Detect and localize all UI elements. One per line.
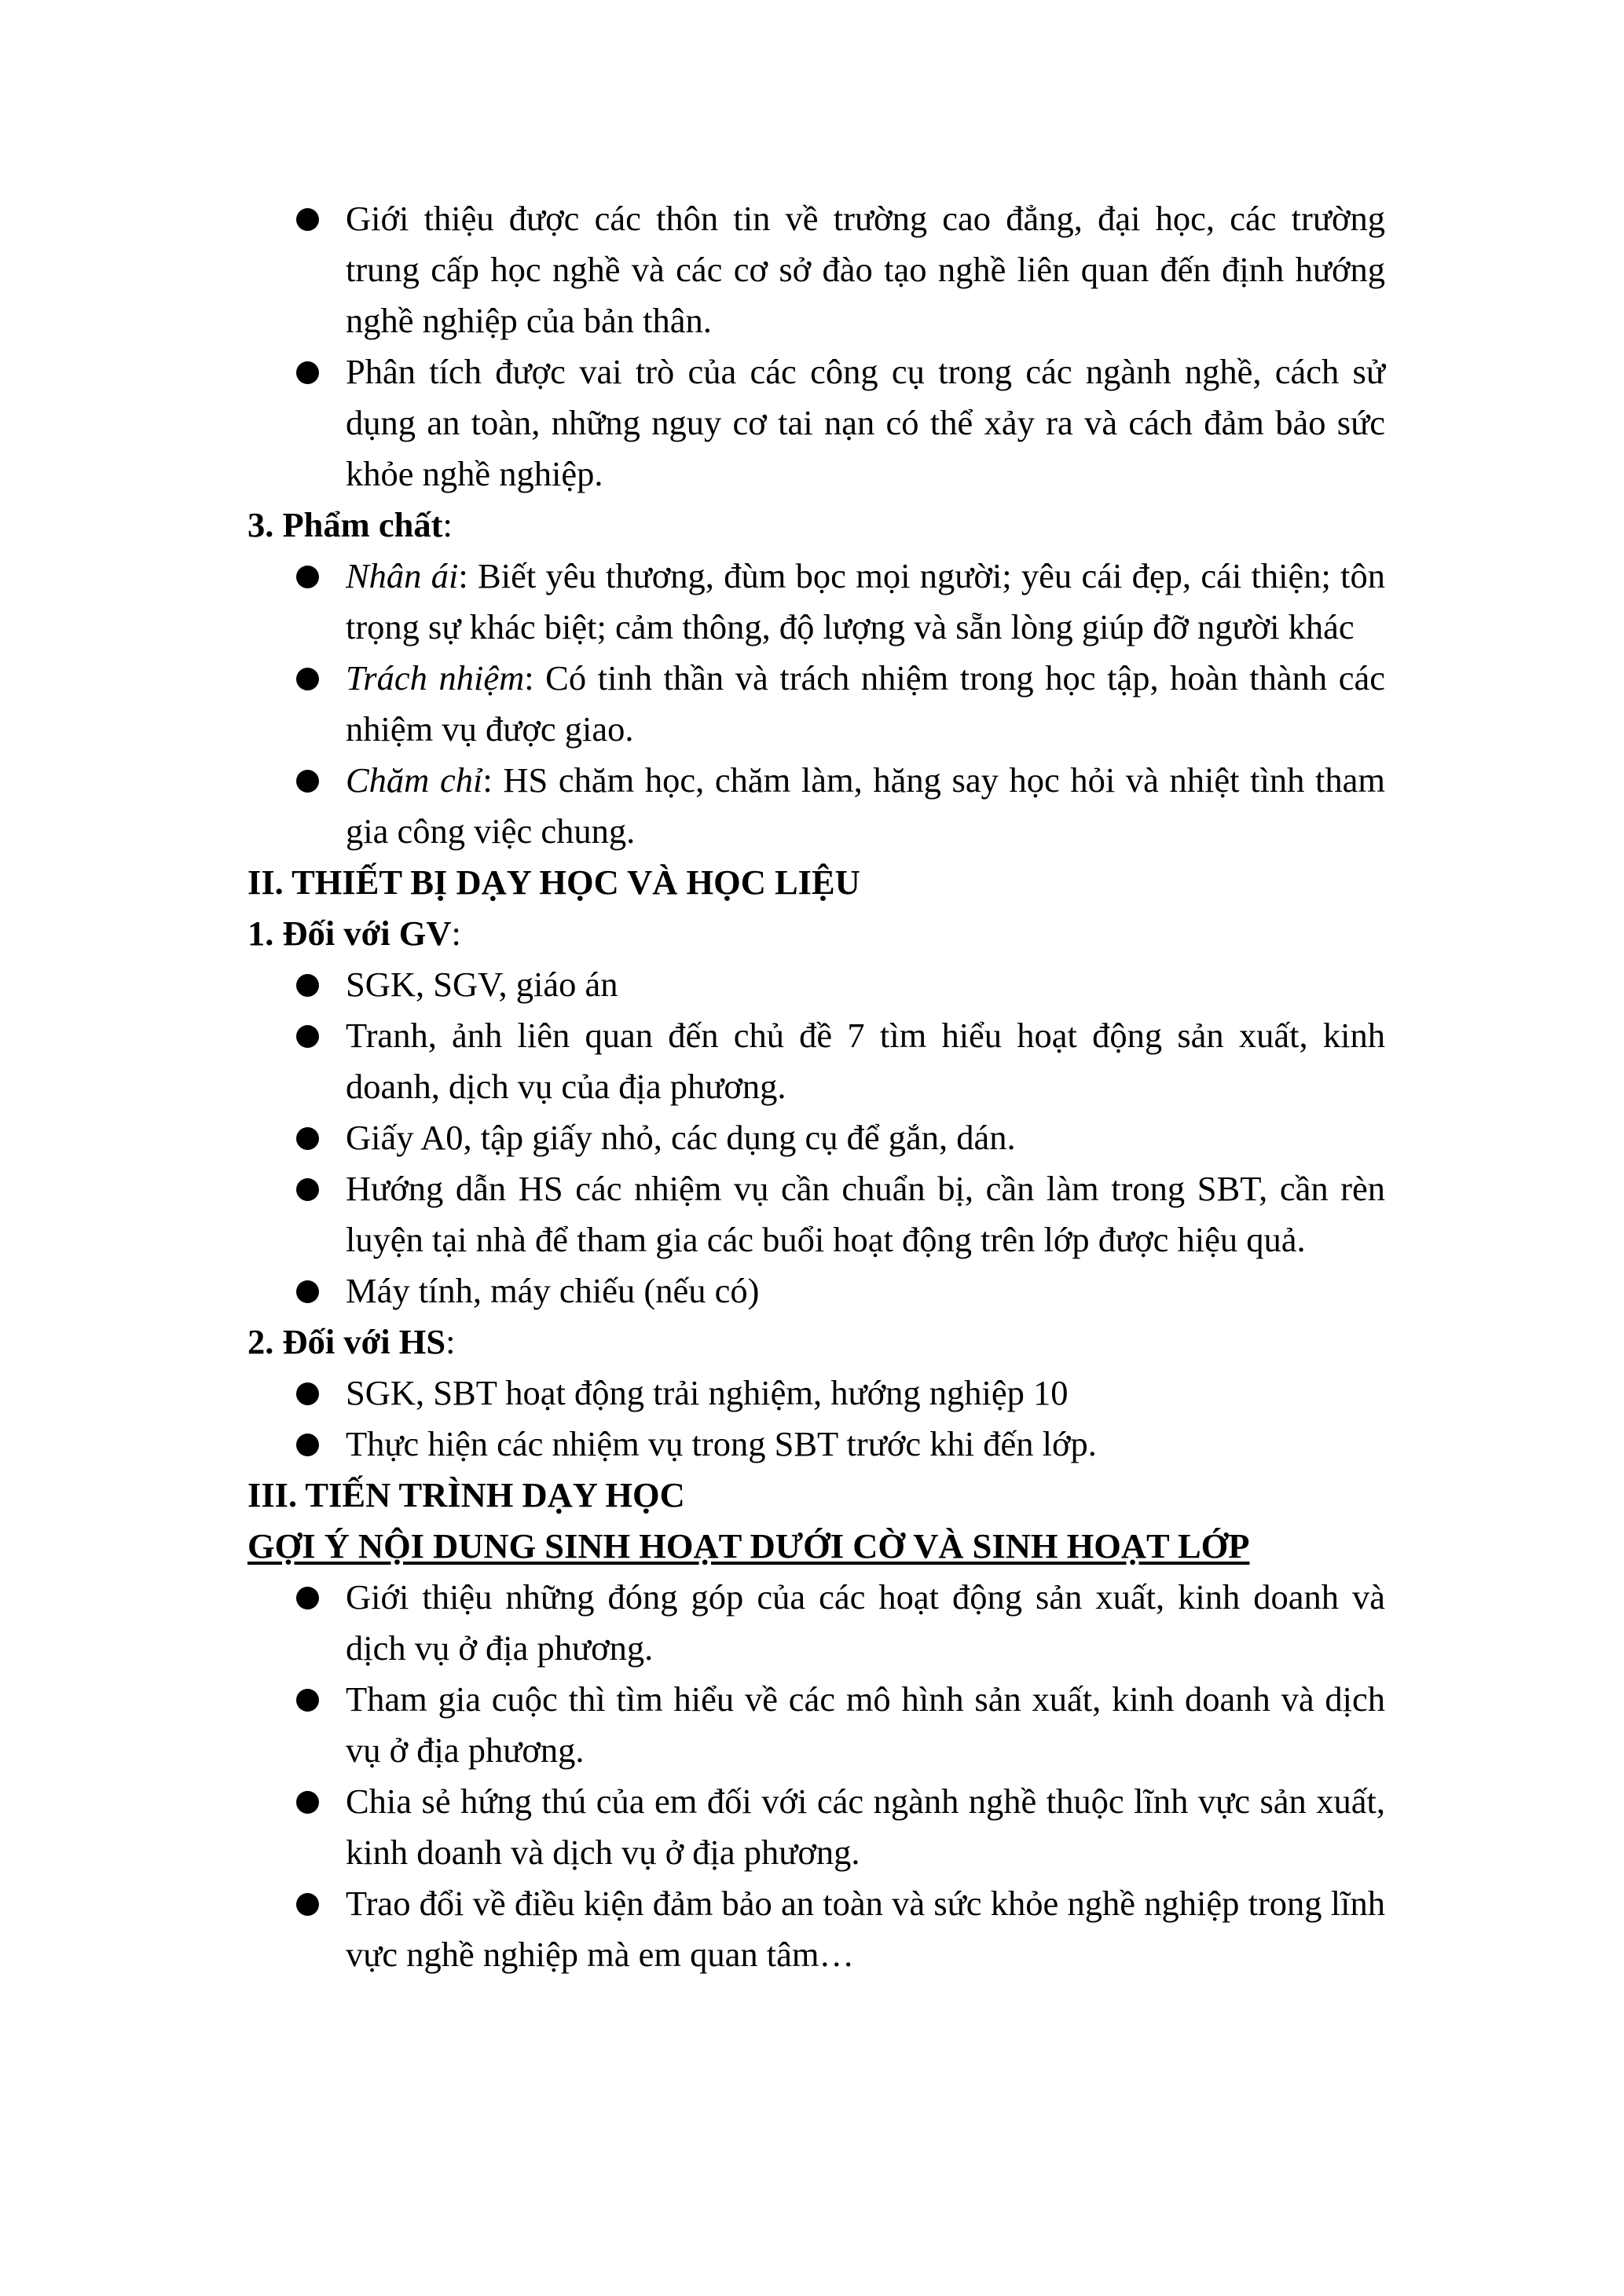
list-item: Chăm chỉ: HS chăm học, chăm làm, hăng say học hỏi và nhiệt tình tham gia công việc chung. xyxy=(247,755,1385,857)
bullet-icon xyxy=(296,668,319,690)
bullet-icon xyxy=(296,566,319,588)
bullet-icon xyxy=(296,1587,319,1609)
bullet-icon xyxy=(296,1280,319,1303)
list-item: SGK, SBT hoạt động trải nghiệm, hướng nghiệp 10 xyxy=(247,1368,1385,1419)
list-item: Trách nhiệm: Có tinh thần và trách nhiệm trong học tập, hoàn thành các nhiệm vụ được giao. xyxy=(247,653,1385,755)
bullet-icon xyxy=(296,208,319,231)
bullet-icon xyxy=(296,1127,319,1150)
section-heading-tien-trinh: III. TIẾN TRÌNH DẠY HỌC xyxy=(247,1475,685,1514)
list-item: Chia sẻ hứng thú của em đối với các ngành nghề thuộc lĩnh vực sản xuất, kinh doanh và dịch vụ ở địa phương. xyxy=(247,1776,1385,1878)
list-item: Phân tích được vai trò của các công cụ trong các ngành nghề, cách sử dụng an toàn, những nguy cơ tai nạn có thể xảy ra và cách đảm bảo sức khỏe nghề nghiệp. xyxy=(247,346,1385,500)
list-item: Giấy A0, tập giấy nhỏ, các dụng cụ để gắn, dán. xyxy=(247,1112,1385,1163)
section-heading-pham-chat: 3. Phẩm chất: xyxy=(247,505,453,544)
bullet-icon xyxy=(296,770,319,793)
bullet-icon xyxy=(296,1178,319,1201)
list-item: Giới thiệu được các thôn tin về trường cao đẳng, đại học, các trường trung cấp học nghề và các cơ sở đào tạo nghề liên quan đến định hướng nghề nghiệp của bản thân. xyxy=(247,193,1385,346)
section-heading-thiet-bi: II. THIẾT BỊ DẠY HỌC VÀ HỌC LIỆU xyxy=(247,862,860,902)
list-item: Nhân ái: Biết yêu thương, đùm bọc mọi người; yêu cái đẹp, cái thiện; tôn trọng sự khác biệt; cảm thông, độ lượng và sẵn lòng giúp đỡ người khác xyxy=(247,551,1385,653)
bullet-icon xyxy=(296,1434,319,1456)
bullet-icon xyxy=(296,361,319,384)
bullet-icon xyxy=(296,1791,319,1814)
list-item: SGK, SGV, giáo án xyxy=(247,959,1385,1010)
list-item: Thực hiện các nhiệm vụ trong SBT trước khi đến lớp. xyxy=(247,1419,1385,1470)
bullet-icon xyxy=(296,1025,319,1048)
list-item: Máy tính, máy chiếu (nếu có) xyxy=(247,1265,1385,1316)
list-item: Tranh, ảnh liên quan đến chủ đề 7 tìm hiểu hoạt động sản xuất, kinh doanh, dịch vụ của địa phương. xyxy=(247,1010,1385,1112)
bullet-icon xyxy=(296,1689,319,1712)
subheading-goi-y: GỢI Ý NỘI DUNG SINH HOẠT DƯỚI CỜ VÀ SINH HOẠT LỚP xyxy=(247,1526,1250,1565)
subheading-hs: 2. Đối với HS: xyxy=(247,1322,456,1361)
bullet-icon xyxy=(296,1382,319,1405)
bullet-icon xyxy=(296,1893,319,1916)
bullet-icon xyxy=(296,974,319,997)
list-item: Tham gia cuộc thì tìm hiểu về các mô hình sản xuất, kinh doanh và dịch vụ ở địa phương. xyxy=(247,1674,1385,1776)
list-item: Hướng dẫn HS các nhiệm vụ cần chuẩn bị, cần làm trong SBT, cần rèn luyện tại nhà để tham gia các buổi hoạt động trên lớp được hiệu quả. xyxy=(247,1163,1385,1265)
document-content xyxy=(247,193,1385,1980)
list-item: Giới thiệu những đóng góp của các hoạt động sản xuất, kinh doanh và dịch vụ ở địa phương. xyxy=(247,1572,1385,1674)
subheading-gv: 1. Đối với GV: xyxy=(247,914,461,953)
list-item: Trao đổi về điều kiện đảm bảo an toàn và sức khỏe nghề nghiệp trong lĩnh vực nghề nghiệp mà em quan tâm… xyxy=(247,1878,1385,1980)
